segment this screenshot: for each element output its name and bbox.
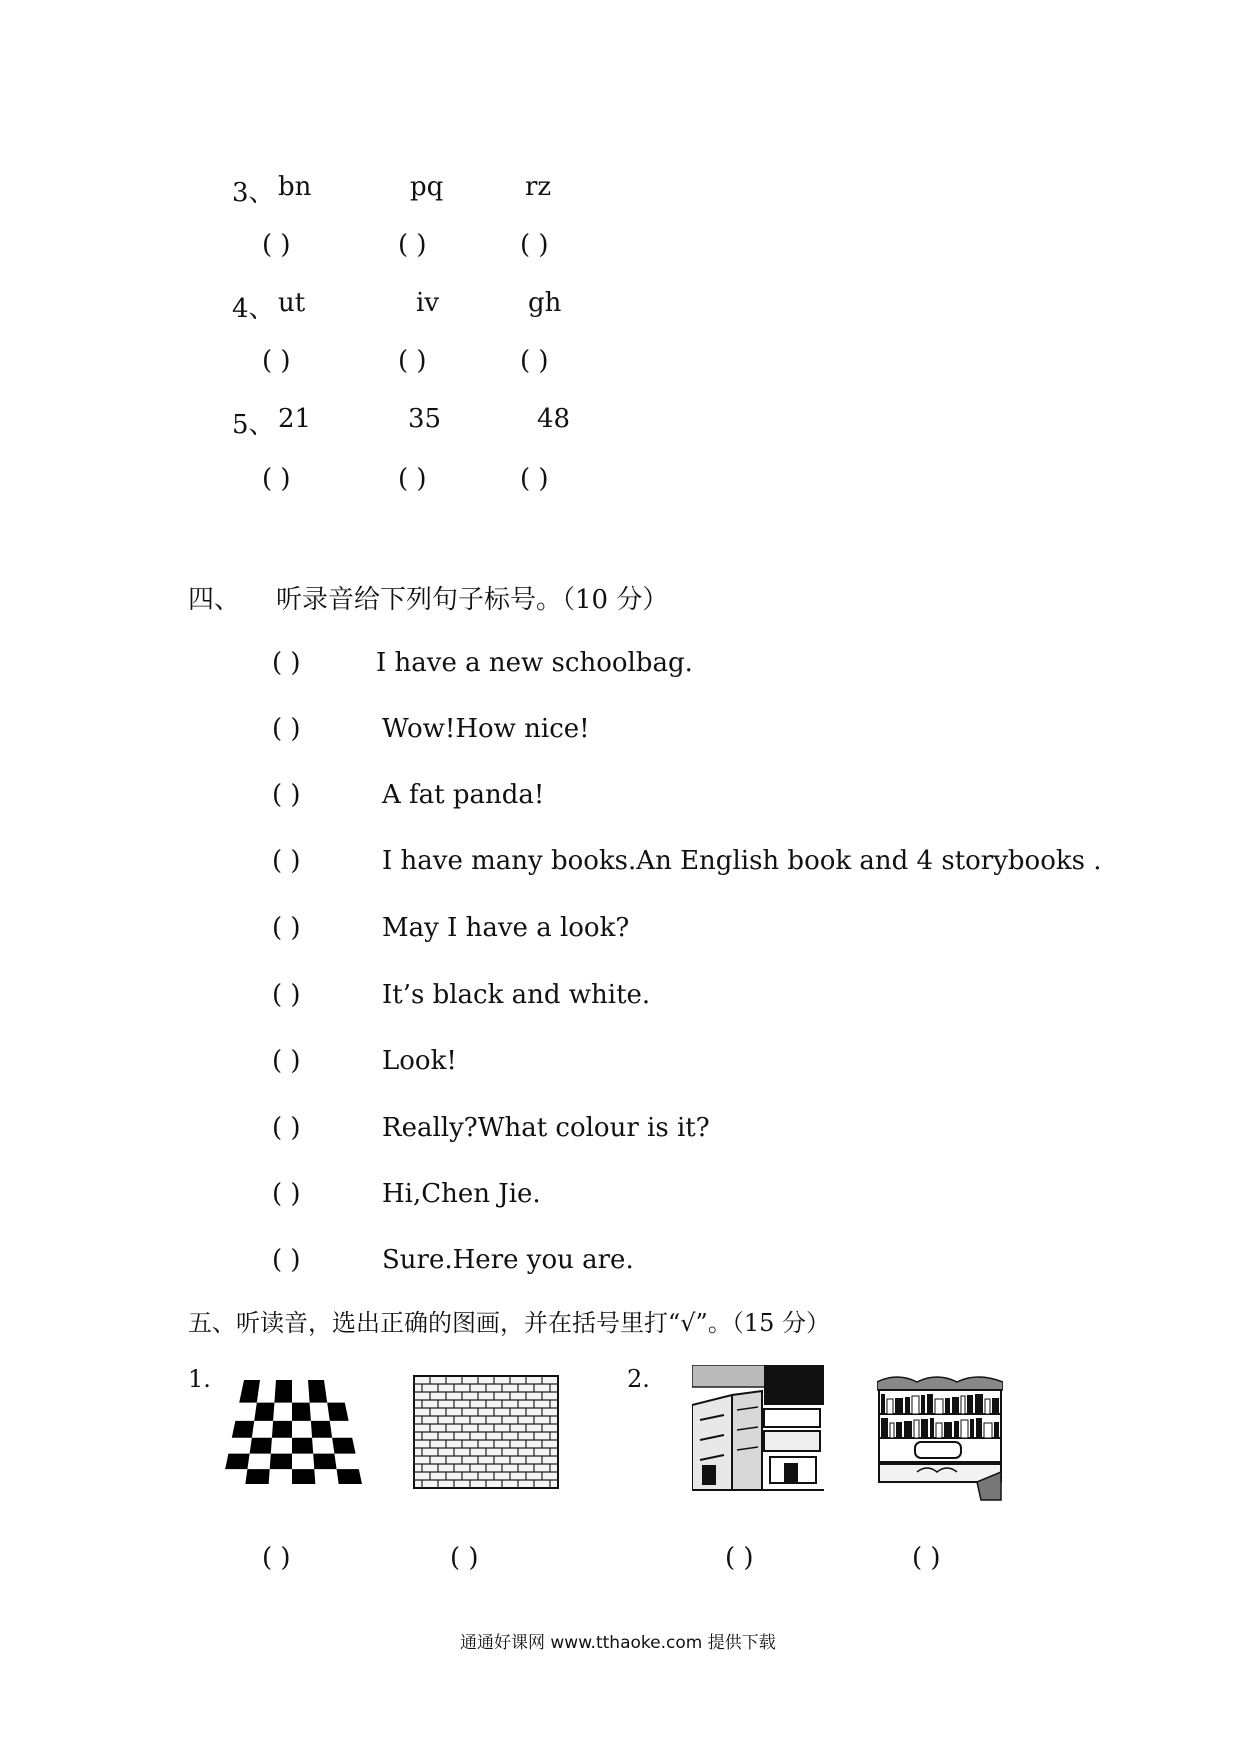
sentence-text: Sure.Here you are.: [382, 1245, 634, 1275]
q5-blank-2[interactable]: ( ): [398, 464, 427, 494]
sentence-text: Look!: [382, 1046, 457, 1076]
q3-item-2: pq: [410, 172, 444, 202]
q3-number: 3、: [232, 178, 275, 208]
sentence-blank[interactable]: ( ): [272, 780, 301, 810]
q4-blank-1[interactable]: ( ): [262, 346, 291, 376]
sentence-blank[interactable]: ( ): [272, 1245, 301, 1275]
q1-number: 1.: [188, 1365, 211, 1393]
sentence-text: Wow!How nice!: [382, 714, 590, 744]
q1-blank-1[interactable]: ( ): [262, 1543, 291, 1573]
q5-item-2: 35: [408, 404, 442, 434]
section-5-instruction: 五、听读音，选出正确的图画，并在括号里打“√”。（15 分）: [188, 1309, 830, 1337]
q5-number: 5、: [232, 410, 275, 440]
q4-item-1: ut: [278, 288, 306, 318]
q5-item-3: 48: [537, 404, 571, 434]
q5-blank-1[interactable]: ( ): [262, 464, 291, 494]
q2-blank-1[interactable]: ( ): [725, 1543, 754, 1573]
q4-item-3: gh: [528, 288, 562, 318]
q3-blank-3[interactable]: ( ): [520, 230, 549, 260]
sentence-blank[interactable]: ( ): [272, 980, 301, 1010]
q2-blank-2[interactable]: ( ): [912, 1543, 941, 1573]
q4-blank-3[interactable]: ( ): [520, 346, 549, 376]
library-shelves-icon[interactable]: [877, 1372, 1003, 1502]
sentence-blank[interactable]: ( ): [272, 1179, 301, 1209]
sentence-blank[interactable]: ( ): [272, 648, 301, 678]
q4-item-2: iv: [416, 288, 440, 318]
q1-blank-2[interactable]: ( ): [450, 1543, 479, 1573]
q2-number: 2.: [627, 1365, 650, 1393]
q4-blank-2[interactable]: ( ): [398, 346, 427, 376]
q3-item-3: rz: [525, 172, 552, 202]
q3-item-1: bn: [278, 172, 312, 202]
section-4-instruction: 听录音给下列句子标号。（10 分）: [276, 585, 669, 615]
sentence-blank[interactable]: ( ): [272, 714, 301, 744]
q4-number: 4、: [232, 294, 275, 324]
sentence-text: I have many books.An English book and 4 storybooks .: [382, 846, 1102, 876]
sentence-blank[interactable]: ( ): [272, 913, 301, 943]
q3-blank-2[interactable]: ( ): [398, 230, 427, 260]
sentence-blank[interactable]: ( ): [272, 846, 301, 876]
sentence-text: Hi,Chen Jie.: [382, 1179, 541, 1209]
sentence-blank[interactable]: ( ): [272, 1113, 301, 1143]
school-buildings-icon[interactable]: [692, 1365, 824, 1495]
sentence-text: I have a new schoolbag.: [376, 648, 693, 678]
sentence-text: It’s black and white.: [382, 980, 651, 1010]
sentence-blank[interactable]: ( ): [272, 1046, 301, 1076]
section-4-number: 四、: [188, 585, 241, 615]
footer-credit: 通通好课网 www.tthaoke.com 提供下载: [460, 1633, 776, 1653]
sentence-text: A fat panda!: [382, 780, 545, 810]
q5-blank-3[interactable]: ( ): [520, 464, 549, 494]
sentence-text: May I have a look?: [382, 913, 630, 943]
checkered-floor-icon[interactable]: [222, 1378, 362, 1486]
brick-wall-icon[interactable]: [413, 1375, 559, 1489]
q3-blank-1[interactable]: ( ): [262, 230, 291, 260]
sentence-text: Really?What colour is it?: [382, 1113, 710, 1143]
q5-item-1: 21: [278, 404, 312, 434]
